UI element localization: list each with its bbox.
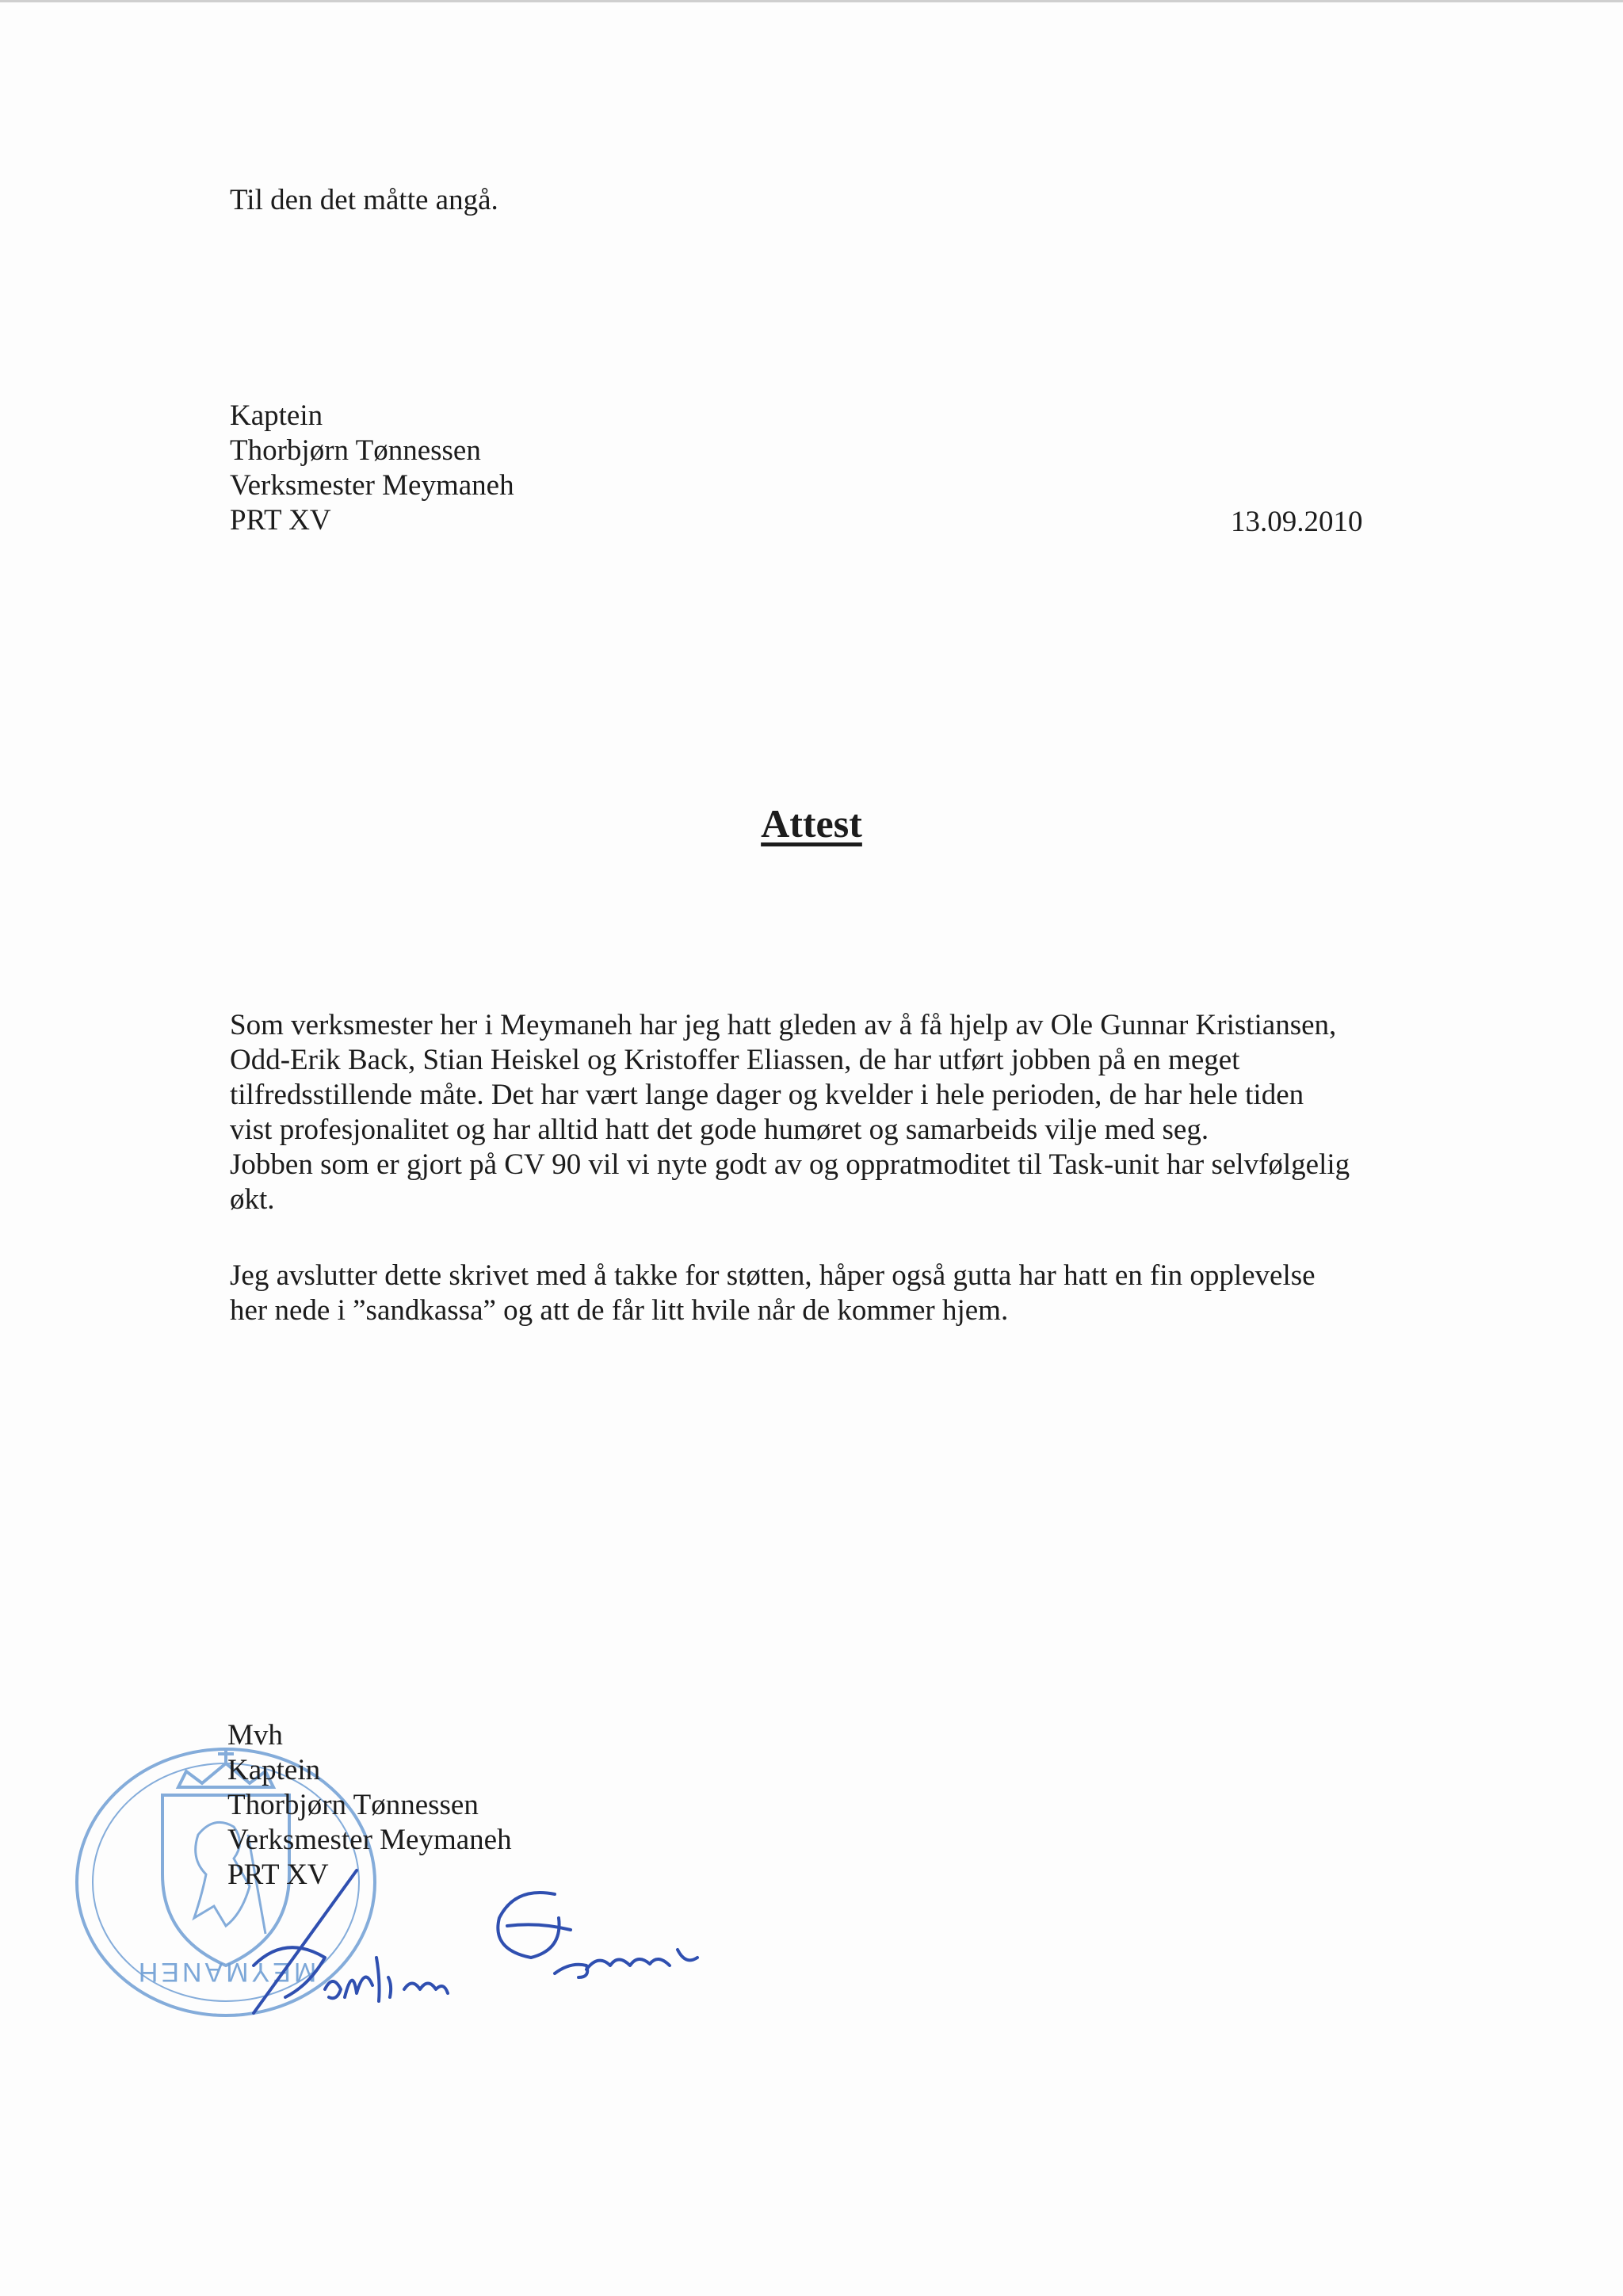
closing-line: Jeg avslutter dette skrivet med å takke for støtten, håper også gutta har hatt en fin opplevelse <box>230 1259 1316 1292</box>
sender-unit: PRT XV <box>230 504 331 537</box>
sign-off-rank: Kaptein <box>227 1754 321 1786</box>
sign-off-greeting: Mvh <box>227 1719 283 1752</box>
sender-role: Verksmester Meymaneh <box>230 469 514 502</box>
handwritten-signature <box>238 1847 761 2021</box>
letter-date: 13.09.2010 <box>1231 506 1363 538</box>
document-title: Attest <box>761 801 862 846</box>
closing-line: her nede i ”sandkassa” og att de får litt hvile når de kommer hjem. <box>230 1294 1009 1327</box>
body-line: Jobben som er gjort på CV 90 vil vi nyte godt av og oppratmoditet til Task-unit har selvfølgelig <box>230 1148 1350 1181</box>
sender-name: Thorbjørn Tønnessen <box>230 434 481 467</box>
sender-block <box>230 399 514 538</box>
closing-paragraph <box>230 1259 1316 1328</box>
body-line: Som verksmester her i Meymaneh har jeg hatt gleden av å få hjelp av Ole Gunnar Kristiansen, <box>230 1009 1337 1041</box>
body-line: Odd-Erik Back, Stian Heiskel og Kristoffer Eliassen, de har utført jobben på en meget <box>230 1044 1240 1076</box>
salutation: Til den det måtte angå. <box>230 184 498 216</box>
sender-rank: Kaptein <box>230 399 323 432</box>
body-line: økt. <box>230 1183 275 1216</box>
sign-off-role: Verksmester Meymaneh <box>227 1824 512 1856</box>
stamp-text: MEYMANEH <box>135 1957 317 1987</box>
sign-off-name: Thorbjørn Tønnessen <box>227 1789 479 1821</box>
body-line: vist profesjonalitet og har alltid hatt det gode humøret og samarbeids vilje med seg. <box>230 1114 1209 1146</box>
body-paragraph <box>230 1008 1350 1217</box>
sign-off-unit: PRT XV <box>227 1859 329 1891</box>
page-top-edge <box>0 0 1623 2</box>
body-line: tilfredsstillende måte. Det har vært lange dager og kvelder i hele perioden, de har hele tiden <box>230 1079 1304 1111</box>
